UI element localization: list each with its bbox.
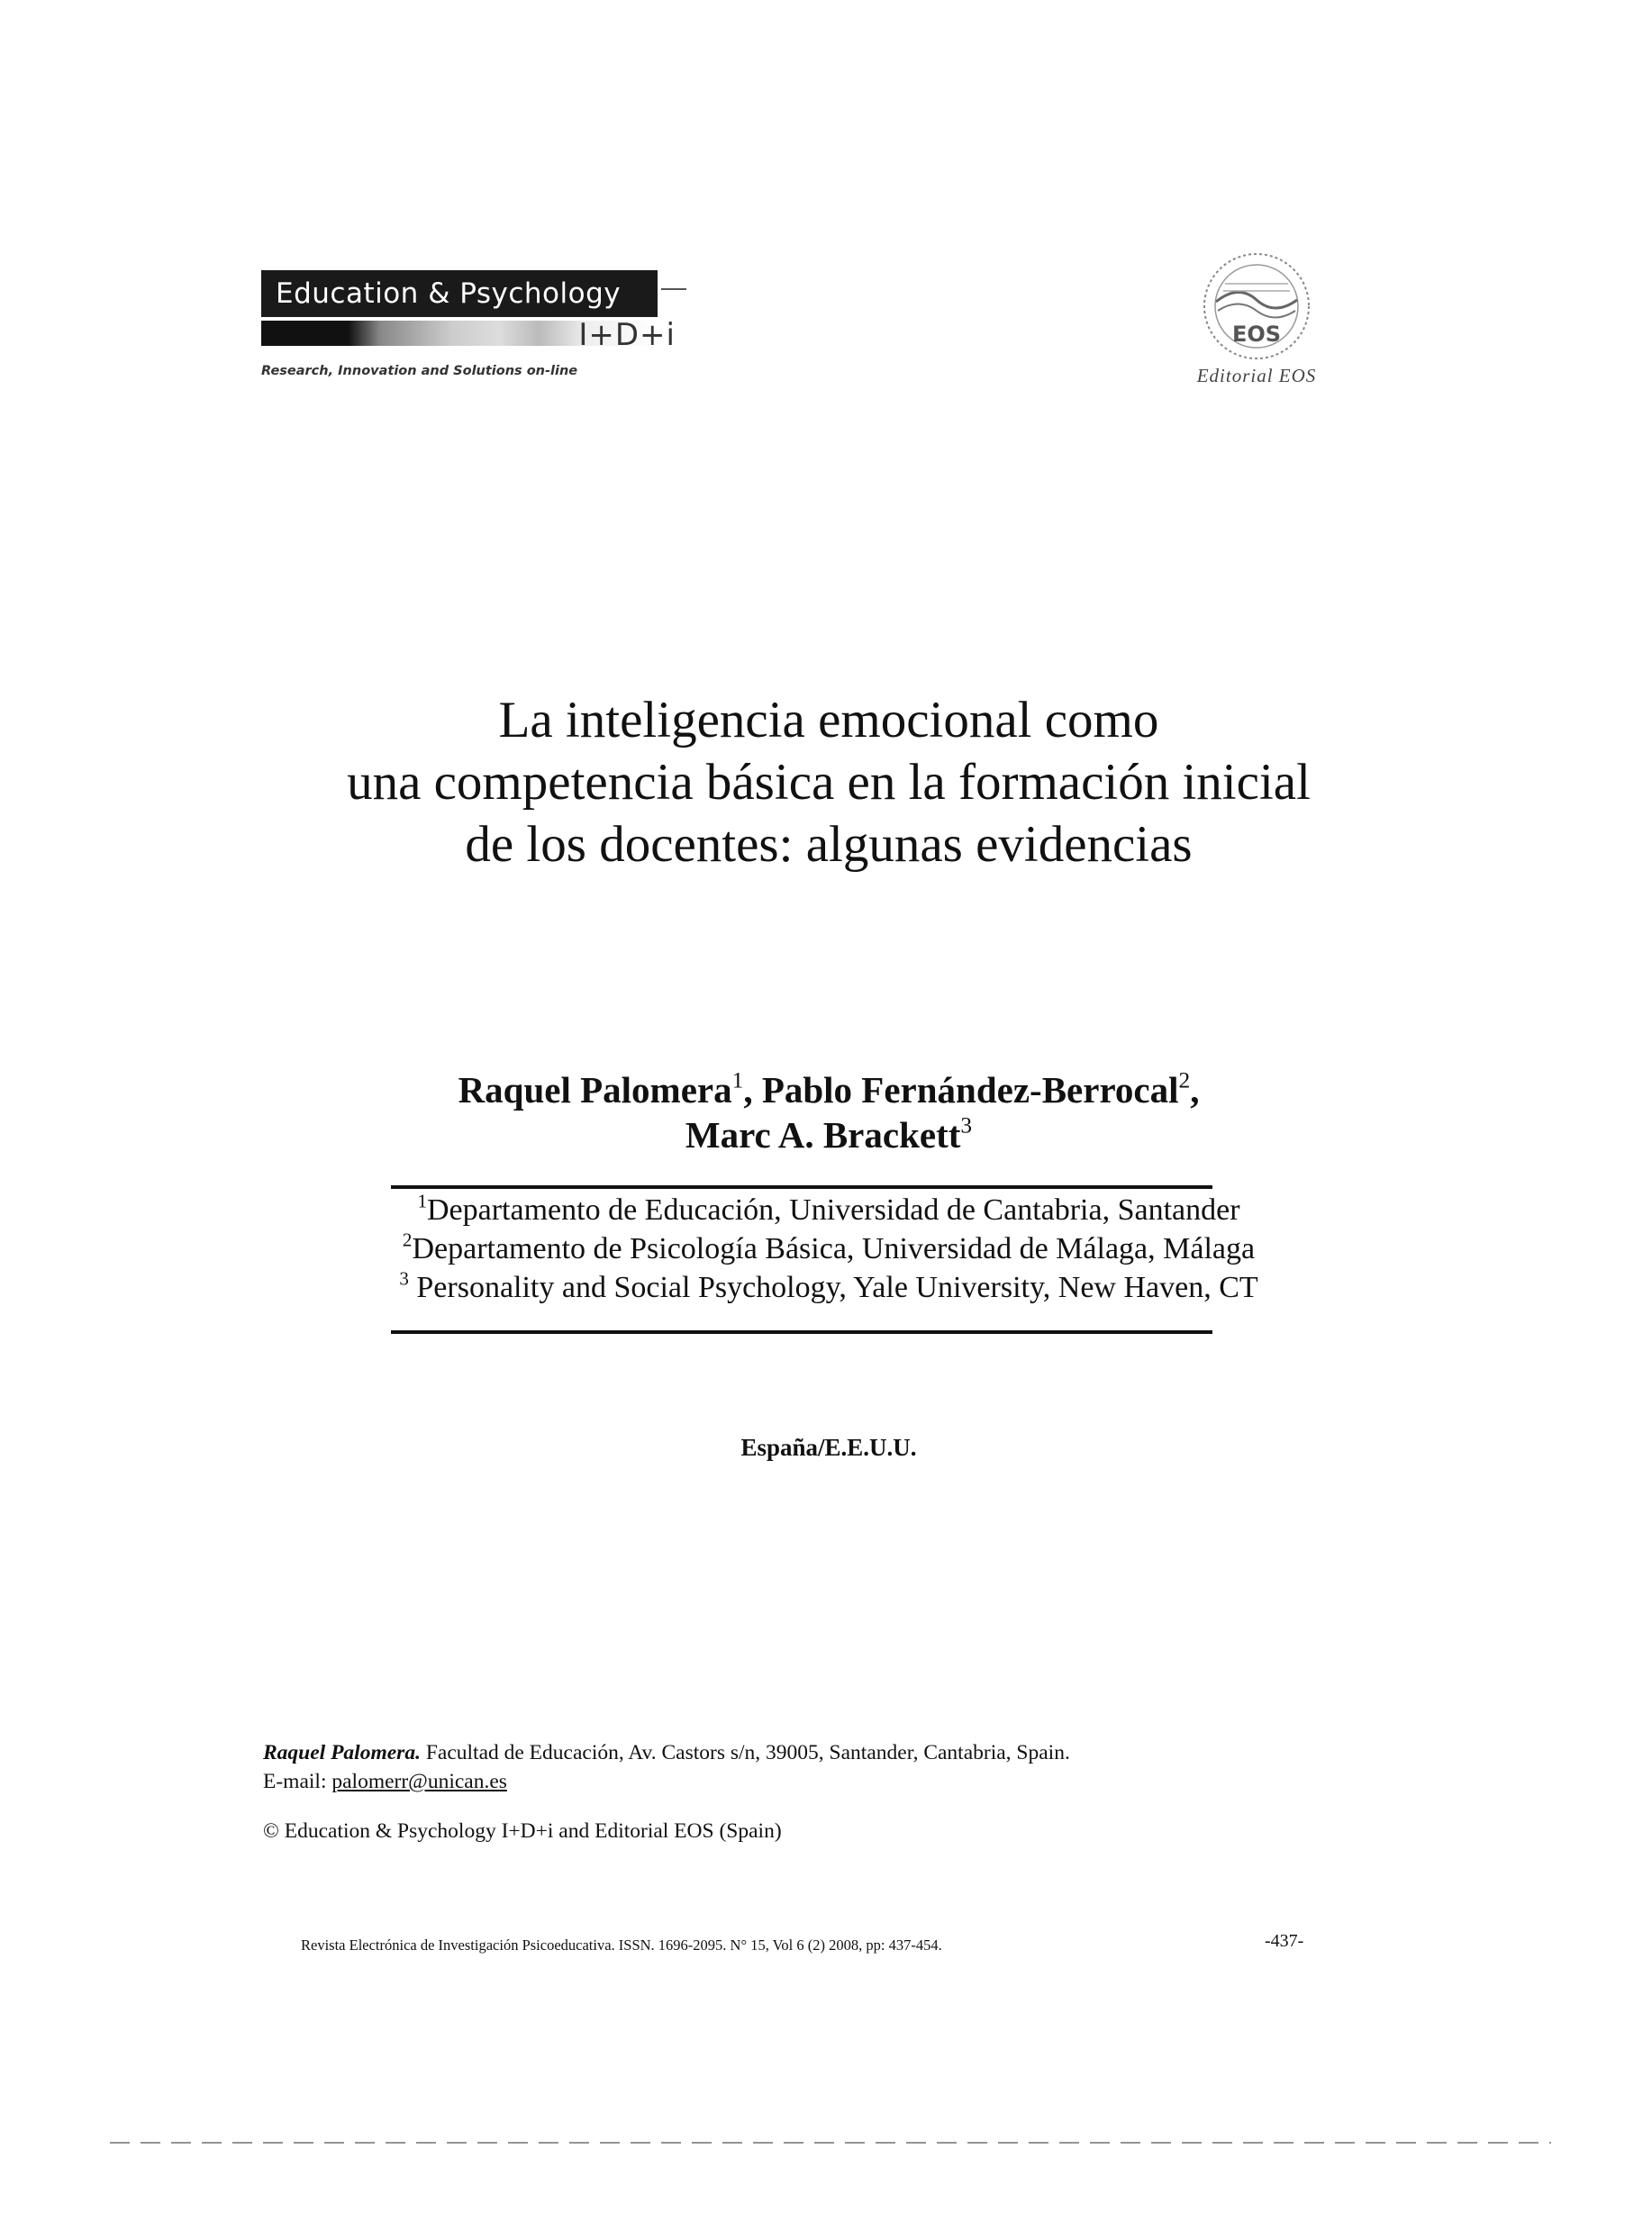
contact-name: Raquel Palomera. [263,1741,421,1764]
title-line-1: La inteligencia emocional como [498,692,1159,748]
contact-line [263,1738,1254,1767]
affiliation-2 [270,1229,1387,1268]
contact-block [263,1738,1254,1796]
paper-title [180,689,1477,875]
author-affiliation-mark-3: 3 [960,1112,973,1138]
affiliation-text-1: Departamento de Educación, Universidad de Cantabria, Santander [427,1193,1240,1227]
email-label: E-mail: [263,1770,332,1793]
title-line-3: de los docentes: algunas evidencias [465,816,1193,873]
publisher-name: Editorial EOS [1196,365,1317,386]
affiliation-list [270,1191,1387,1307]
author-line-1 [180,1067,1477,1112]
journal-mark: I+D+i [578,317,676,353]
author-list [180,1067,1477,1157]
title-line-2: una competencia básica en la formación inicial [347,754,1311,811]
email-link[interactable]: palomerr@unican.es [331,1770,507,1793]
scan-dashed-line [110,2142,1551,2144]
journal-logo [261,270,694,414]
author-line-2 [180,1112,1477,1157]
affiliation-rule-bottom [391,1330,1212,1334]
author-name-2: Pablo Fernández-Berrocal [761,1069,1179,1111]
journal-tagline: Research, Innovation and Solutions on-line [261,364,578,378]
affiliation-1 [270,1191,1387,1229]
author-separator-1: , [743,1069,762,1111]
country: España/E.E.U.U. [740,1434,917,1461]
publisher-seal-icon [1198,248,1315,365]
publisher-logo [1171,248,1342,392]
author-name-1: Raquel Palomera [458,1069,732,1111]
journal-name: Education & Psychology [261,270,658,317]
affiliation-mark-3: 3 [399,1267,409,1290]
page-number: -437- [1265,1931,1304,1951]
email-line [263,1767,1254,1796]
contact-address: Facultad de Educación, Av. Castors s/n, 39005, Santander, Cantabria, Spain. [420,1741,1070,1764]
affiliation-mark-1: 1 [417,1190,427,1212]
author-affiliation-mark-2: 2 [1178,1067,1191,1093]
affiliation-text-3: Personality and Social Psychology, Yale University, New Haven, CT [408,1271,1258,1304]
affiliation-text-2: Departamento de Psicología Básica, Universidad de Málaga, Málaga [412,1232,1256,1265]
publisher-seal-text: EOS [1231,322,1282,347]
author-affiliation-mark-1: 1 [731,1067,744,1093]
journal-citation: Revista Electrónica de Investigación Psicoeducativa. ISSN. 1696-2095. N° 15, Vol 6 (2) 2008, pp: 437-454. [301,1936,942,1954]
copyright: © Education & Psychology I+D+i and Editorial EOS (Spain) [263,1819,782,1843]
author-name-3: Marc A. Brackett [685,1114,961,1156]
affiliation-mark-2: 2 [402,1229,413,1251]
author-separator-2: , [1190,1069,1200,1111]
affiliation-rule-top [391,1185,1212,1189]
logo-dash [661,288,686,290]
affiliation-3 [270,1268,1387,1307]
